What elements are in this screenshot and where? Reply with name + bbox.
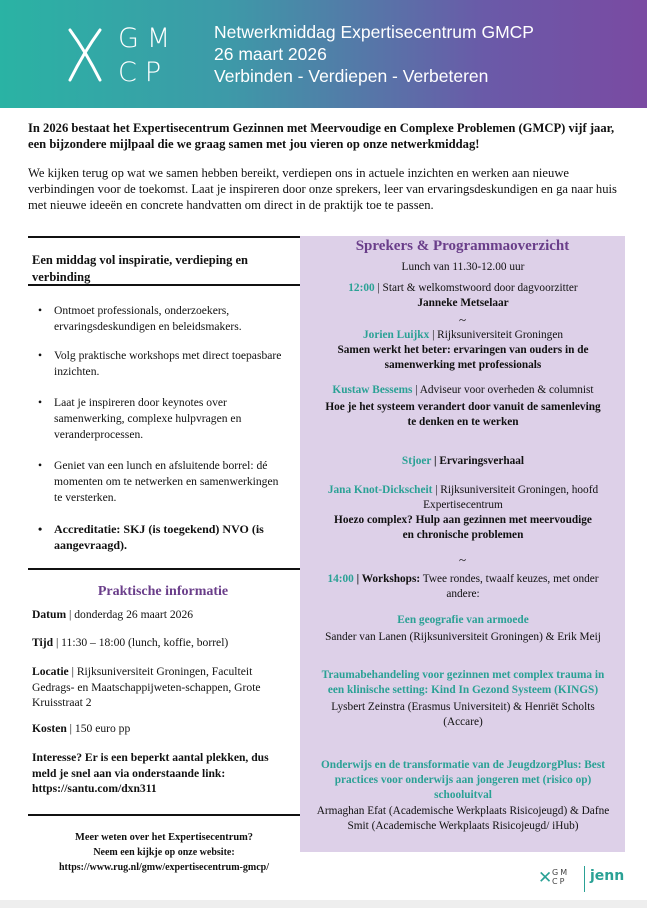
event-tagline: Verbinden - Verdiepen - Verbeteren bbox=[214, 66, 489, 86]
session-time: 12:00 bbox=[348, 282, 375, 294]
inspiration-heading: Een middag vol inspiratie, verdieping en verbinding bbox=[32, 253, 248, 284]
bullet-icon: • bbox=[38, 349, 43, 362]
bullet-item: • Geniet van een lunch en afsluitende borrel: dé momenten om te netwerken en samenwerkingen te versterken. bbox=[38, 459, 279, 504]
workshop-title: Onderwijs en de transformatie van de JeugdzorgPlus: Best practices voor onderwijs aan jongeren met (risico op) schooluitval bbox=[321, 759, 605, 801]
speaker-name: Jana Knot-Dickscheit bbox=[327, 484, 433, 496]
event-date: 26 maart 2026 bbox=[214, 44, 327, 64]
more-info-block bbox=[28, 830, 300, 875]
workshop-onderwijs bbox=[306, 758, 620, 834]
more-subline: Neem een kijkje op onze website: bbox=[93, 847, 235, 858]
header-title-block bbox=[214, 21, 534, 87]
session-time: 14:00 bbox=[327, 573, 354, 585]
speaker-name: Kustaw Bessems bbox=[332, 384, 413, 396]
info-kosten: Kosten | 150 euro pp bbox=[32, 722, 131, 735]
info-datum: Datum | donderdag 26 maart 2026 bbox=[32, 608, 194, 621]
bullet-item: • Laat je inspireren door keynotes over samenwerking, complexe hulpvragen en veranderprocessen. bbox=[38, 396, 242, 441]
kosten-label: Kosten bbox=[32, 722, 67, 735]
tijd-label: Tijd bbox=[32, 636, 54, 649]
locatie-label: Locatie bbox=[32, 665, 69, 678]
workshop-presenters: Armaghan Efat (Academische Werkplaats Risicojeugd) & Dafne Smit (Academische Werkplaats Risicojeugd/ iHub) bbox=[316, 805, 610, 832]
bottom-bar bbox=[0, 900, 647, 908]
intro-section bbox=[28, 120, 618, 226]
practical-heading: Praktische informatie bbox=[97, 584, 229, 599]
divider-practical bbox=[28, 568, 300, 570]
session-title: Hoezo complex? Hulp aan gezinnen met meervoudige en chronische problemen bbox=[334, 514, 592, 541]
divider-more bbox=[28, 814, 300, 816]
workshop-armoede bbox=[306, 613, 620, 645]
workshops-intro: 14:00 | Workshops: Twee rondes, twaalf keuzes, met onder andere: bbox=[327, 573, 599, 600]
more-heading: Meer weten over het Expertisecentrum? bbox=[75, 832, 253, 843]
bullet-item: • Ontmoet professionals, onderzoekers, ervaringsdeskundigen en beleidsmakers. bbox=[38, 304, 242, 333]
lunch-line: Lunch van 11.30-12.00 uur bbox=[401, 261, 525, 273]
x-logo-icon bbox=[66, 26, 106, 84]
logo-divider bbox=[584, 866, 585, 892]
jenn-logo: jenn bbox=[590, 868, 625, 884]
session-luijkx: Jorien Luijkx | Rijksuniversiteit Groningen Samen werkt het beter: ervaringen van ouders in de samenwerking met professionals bbox=[306, 328, 620, 373]
footer-logo-cp: CP bbox=[552, 877, 567, 886]
website-link[interactable]: https://www.rug.nl/gmw/expertisecentrum-gmcp/ bbox=[59, 862, 269, 873]
logo-text-gm: GM bbox=[118, 23, 179, 54]
bullet-icon: • bbox=[38, 522, 43, 536]
session-knot-dickscheit: Jana Knot-Dickscheit | Rijksuniversiteit Groningen, hoofd Expertisecentrum Hoezo complex? Hulp aan gezinnen met meervoudige en chronische problemen bbox=[327, 484, 599, 541]
divider-heading bbox=[28, 284, 300, 286]
divider-top bbox=[28, 236, 300, 238]
program-heading: Sprekers & Programmaoverzicht bbox=[355, 238, 570, 254]
speaker-name: Jorien Luijkx bbox=[363, 329, 430, 341]
logo-text-cp: CP bbox=[118, 57, 170, 88]
bullet-icon: • bbox=[38, 304, 43, 317]
footer-logo-gm: GM bbox=[552, 868, 570, 877]
intro-paragraph: We kijken terug op wat we samen hebben bereikt, verdiepen ons in actuele inzichten en werken aan nieuwe verbindingen voor de toekomst. Laat je inspireren door onze sprekers, leer van ervaringsdeskundigen en ga naar huis met nieuwe ideeën en concrete handvatten om direct in de praktijk toe te passen. bbox=[28, 166, 617, 212]
info-interesse: Interesse? Er is een beperkt aantal plekken, dus meld je snel aan via onderstaande link: https://santu.com/dxn311 bbox=[32, 751, 269, 795]
session-opening: 12:00 | Start & welkomstwoord door dagvoorzitter Janneke Metselaar bbox=[348, 282, 578, 309]
header-banner bbox=[0, 0, 647, 108]
datum-label: Datum bbox=[32, 608, 67, 621]
bullet-item: • Volg praktische workshops met direct toepasbare inzichten. bbox=[38, 349, 282, 378]
workshop-presenters: Lysbert Zeinstra (Erasmus Universiteit) & Henriët Scholts (Accare) bbox=[331, 701, 595, 728]
workshop-presenters: Sander van Lanen (Rijksuniversiteit Groningen) & Erik Meij bbox=[325, 631, 601, 643]
speaker-name: Stjoer bbox=[401, 455, 432, 467]
session-bessems: Kustaw Bessems | Adviseur voor overheden & columnist Hoe je het systeem verandert door vanuit de samenleving te denken en te werken bbox=[306, 383, 620, 430]
separator-tilde: ~ bbox=[458, 312, 467, 327]
x-logo-icon: ✕ bbox=[538, 868, 553, 888]
session-title: Hoe je het systeem verandert door vanuit de samenleving te denken en te werken bbox=[325, 401, 601, 428]
event-title: Netwerkmiddag Expertisecentrum GMCP bbox=[214, 22, 534, 42]
workshop-title: Een geografie van armoede bbox=[397, 614, 529, 626]
workshop-title: Traumabehandeling voor gezinnen met complex trauma in een klinische setting: Kind In Gezond Systeem (KINGS) bbox=[321, 669, 605, 696]
session-stjoer: Stjoer | Ervaringsverhaal bbox=[401, 455, 525, 467]
workshop-trauma bbox=[306, 668, 620, 730]
speaker-name: Janneke Metselaar bbox=[417, 297, 509, 309]
info-locatie: Locatie | Rijksuniversiteit Groningen, Faculteit Gedrags- en Maatschappijweten-schappen, Grote Kruisstraat 2 bbox=[32, 665, 261, 709]
session-title: Samen werkt het beter: ervaringen van ouders in de samenwerking met professionals bbox=[337, 344, 589, 371]
separator-tilde: ~ bbox=[458, 552, 467, 567]
intro-paragraph-bold: In 2026 bestaat het Expertisecentrum Gezinnen met Meervoudige en Complexe Problemen (GMCP) vijf jaar, een bijzondere mijlpaal die we graag samen met jou vieren op onze netwerkmiddag! bbox=[28, 121, 615, 151]
bullet-icon: • bbox=[38, 396, 43, 409]
bullet-icon: • bbox=[38, 459, 43, 472]
bullet-item-accreditation: • Accreditatie: SKJ (is toegekend) NVO (is aangevraagd). bbox=[38, 522, 264, 552]
info-tijd: Tijd | 11:30 – 18:00 (lunch, koffie, borrel) bbox=[32, 636, 229, 649]
